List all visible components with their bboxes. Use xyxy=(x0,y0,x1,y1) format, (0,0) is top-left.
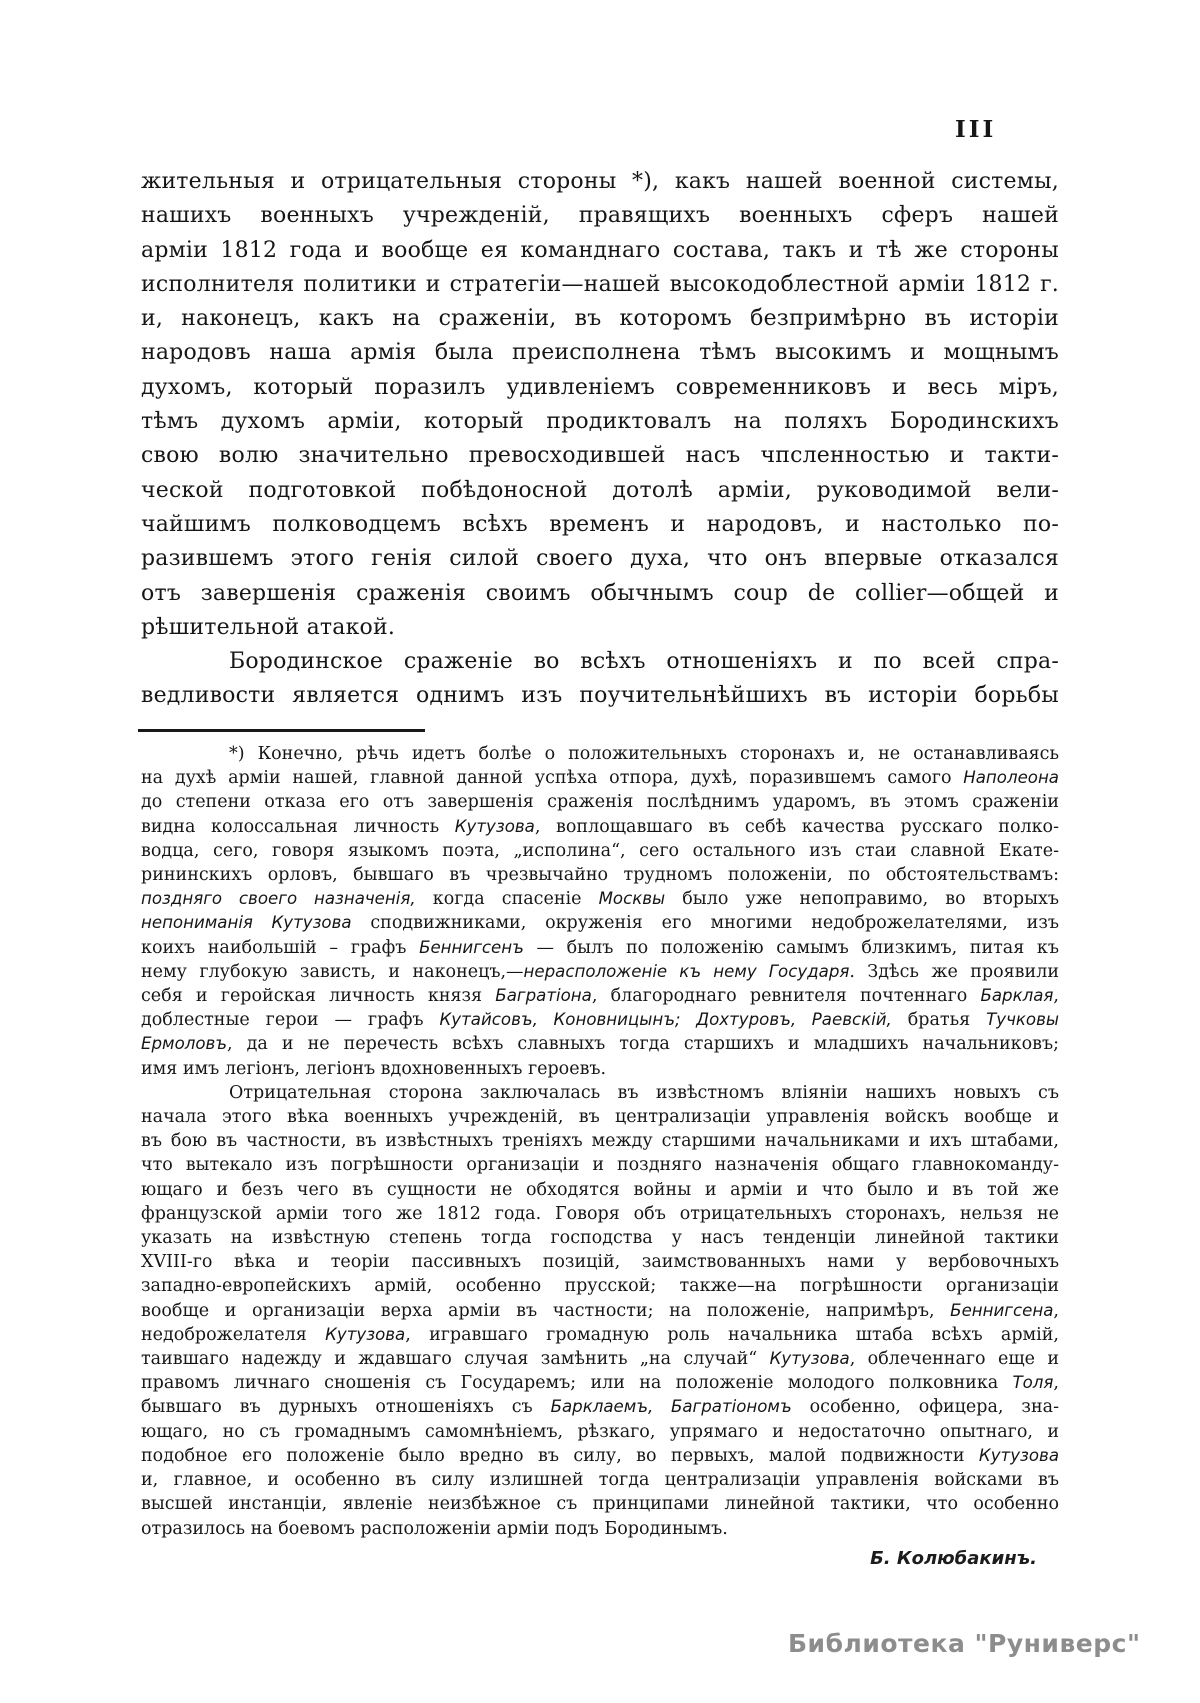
text-line: подобное его положеніе было вредно въ силу, во первыхъ, малой подвижности Кутузова xyxy=(141,1445,1059,1466)
main-paragraph xyxy=(141,165,1059,645)
text-line: правомъ личнаго сношенія съ Государемъ; или на положеніе молодого полковника Толя, xyxy=(141,1373,1059,1394)
footnote-block xyxy=(141,742,1059,1569)
text-line: жительныя и отрицательныя стороны *), какъ нашей военной системы, xyxy=(141,169,1059,194)
text-line: Бородинское сраженіе во всѣхъ отношеніяхъ и по всей спра- xyxy=(229,649,1059,675)
footnote-separator xyxy=(138,729,425,732)
main-text-block xyxy=(141,165,1059,714)
text-line: разившемъ этого генія силой своего духа, что онъ впервые отказался xyxy=(141,546,1059,572)
text-line: имя имъ легіонъ, легіонъ вдохновенныхъ героевъ. xyxy=(141,1058,607,1079)
text-line: свою волю значительно превосходившей насъ чпсленностью и такти- xyxy=(141,443,1059,469)
text-line: водца, сего, говоря языкомъ поэта, „исполина“, сего остального изъ стаи славной Екате- xyxy=(141,840,1059,861)
italic-name: Беннигсенъ xyxy=(419,937,524,957)
text-line: себя и геройская личность князя Багратіона, благороднаго ревнителя почтеннаго Барклая, xyxy=(141,986,1059,1007)
italic-name: Тучковы xyxy=(986,1010,1059,1030)
italic-name: Барклая xyxy=(980,986,1054,1006)
text-line: исполнителя политики и стратегіи—нашей высокодоблестной арміи 1812 г. xyxy=(141,271,1059,297)
footnote-paragraph xyxy=(141,742,1059,1081)
italic-name: поздняго своего назначенія, xyxy=(141,889,416,909)
text-line: что вытекало изъ погрѣшности организаціи и поздняго назначенія общаго главнокоманду- xyxy=(141,1155,1059,1176)
text-line: указать на извѣстную степень тогда господства у насъ тенденціи линейной тактики xyxy=(141,1228,1059,1249)
text-line: западно-европейскихъ армій, особенно прусской; также—на погрѣшности организаціи xyxy=(141,1276,1059,1297)
text-line: тѣмъ духомъ арміи, который продиктовалъ на поляхъ Бородинскихъ xyxy=(141,409,1059,435)
italic-name: Наполеона xyxy=(963,768,1059,788)
text-line: нему глубокую зависть, и наконецъ,—нерасположеніе къ нему Государя. Здѣсь же проявили xyxy=(141,961,1059,982)
text-line: французской арміи того же 1812 года. Говоря объ отрицательныхъ сторонахъ, нельзя не xyxy=(141,1203,1059,1224)
text-line: XVIII-го вѣка и теоріи пассивныхъ позицій, заимствованныхъ нами у вербовочныхъ xyxy=(141,1252,1059,1273)
text-line: коихъ наибольшій – графъ Беннигсенъ — былъ по положенію самымъ близкимъ, питая къ xyxy=(141,937,1059,958)
italic-name: Кутайсовъ, Коновницынъ; Дохтуровъ, Раевскій, xyxy=(439,1010,892,1030)
text-line: видна колоссальная личность Кутузова, воплощавшаго въ себѣ качества русскаго полко- xyxy=(141,816,1059,837)
text-line: высшей инстанціи, явленіе неизбѣжное съ принципами линейной тактики, что особенно xyxy=(141,1494,1059,1515)
text-line: бывшаго въ дурныхъ отношеніяхъ съ Барклаемъ, Багратіономъ особенно, офицера, зна- xyxy=(141,1397,1059,1418)
italic-name: Кутузова xyxy=(769,1349,850,1369)
text-line: поздняго своего назначенія, когда спасеніе Москвы было уже непоправимо, во вторыхъ xyxy=(141,889,1059,910)
text-line: нашихъ военныхъ учрежденій, правящихъ военныхъ сферъ нашей xyxy=(141,203,1059,229)
main-paragraph xyxy=(141,645,1059,714)
italic-name: Барклаемъ, Багратіономъ xyxy=(550,1397,792,1417)
text-line: въ бою въ частности, въ извѣстныхъ треніяхъ между старшими начальниками и ихъ штабами, xyxy=(141,1131,1059,1152)
text-line: Ермоловъ, да и не перечесть всѣхъ славныхъ тогда старшихъ и младшихъ начальниковъ; xyxy=(141,1034,1059,1055)
text-line: отъ завершенія сраженія своимъ обычнымъ coup de collier—общей и xyxy=(141,580,1059,606)
text-line: и, наконецъ, какъ на сраженіи, въ которомъ безпримѣрно въ исторіи xyxy=(141,306,1059,332)
italic-name: Кутузова xyxy=(325,1324,406,1344)
italic-name: Беннигсена xyxy=(950,1300,1054,1320)
italic-name: непониманія Кутузова xyxy=(141,913,352,933)
text-line: ведливости является однимъ изъ поучительнѣйшихъ въ исторіи борьбы xyxy=(141,683,1059,709)
footnote-paragraph xyxy=(141,1081,1059,1541)
text-line: *) Конечно, рѣчь идетъ болѣе о положительныхъ сторонахъ и, не останавливаясь xyxy=(229,744,1059,764)
text-line: до степени отказа его отъ завершенія сраженія послѣднимъ ударомъ, въ этомъ сраженіи xyxy=(141,792,1059,813)
text-line: и, главное, и особенно въ силу излишней тогда централизаціи управленія войсками въ xyxy=(141,1470,1059,1491)
text-line: духомъ, который поразилъ удивленіемъ современниковъ и весь міръ, xyxy=(141,374,1059,400)
text-line: вообще и организаціи верха арміи въ частности; на положеніе, напримѣръ, Беннигсена, xyxy=(141,1300,1059,1321)
italic-name: Багратіона xyxy=(495,986,592,1006)
text-line: народовъ наша армія была преисполнена тѣмъ высокимъ и мощнымъ xyxy=(141,340,1059,366)
italic-name: Москвы xyxy=(598,889,666,909)
text-line: недоброжелателя Кутузова, игравшаго громадную роль начальника штаба всѣхъ армій, xyxy=(141,1324,1059,1345)
italic-name: нерасположеніе къ нему Государя xyxy=(523,961,850,981)
italic-name: Кутузова xyxy=(978,1445,1059,1465)
text-line: доблестные герои — графъ Кутайсовъ, Коновницынъ; Дохтуровъ, Раевскій, братья Тучковы xyxy=(141,1010,1059,1031)
text-line: непониманія Кутузова сподвижниками, окруженія его многими недоброжелателями, изъ xyxy=(141,913,1059,934)
page-number: III xyxy=(955,116,997,143)
text-line: таившаго надежду и ждавшаго случая замѣнить „на случай“ Кутузова, облеченнаго еще и xyxy=(141,1349,1059,1370)
text-line: отразилось на боевомъ расположеніи арміи подъ Бородинымъ. xyxy=(141,1518,728,1539)
italic-name: Толя xyxy=(1012,1373,1054,1393)
italic-name: Ермоловъ xyxy=(141,1034,228,1054)
text-line: на духѣ арміи нашей, главной данной успѣха отпора, духѣ, поразившемъ самого Наполеона xyxy=(141,768,1059,789)
author-signature: Б. Колюбакинъ. xyxy=(870,1547,1037,1569)
text-line: ческой подготовкой побѣдоносной дотолѣ арміи, руководимой вели- xyxy=(141,477,1059,503)
text-line: чайшимъ полководцемъ всѣхъ временъ и народовъ, и настолько по- xyxy=(141,511,1059,537)
text-line: начала этого вѣка военныхъ учрежденій, въ централизаціи управленія войскъ вообще и xyxy=(141,1107,1059,1128)
text-line: ющаго, но съ громаднымъ самомнѣніемъ, рѣзкаго, упрямаго и недостаточно опытнаго, и xyxy=(141,1421,1059,1442)
library-watermark: Библиотека "Руниверс" xyxy=(788,1629,1141,1658)
text-line: Отрицательная сторона заключалась въ извѣстномъ вліяніи нашихъ новыхъ съ xyxy=(229,1082,1059,1103)
italic-name: Кутузова xyxy=(454,816,535,836)
text-line: рининскихъ орловъ, бывшаго въ чрезвычайно трудномъ положеніи, по обстоятельствамъ: xyxy=(141,865,1059,886)
text-line: ющаго и безъ чего въ сущности не обходятся войны и арміи и что было и въ той же xyxy=(141,1179,1059,1200)
text-line: рѣшительной атакой. xyxy=(141,614,396,640)
text-line: арміи 1812 года и вообще ея команднаго состава, такъ и тѣ же стороны xyxy=(141,237,1059,263)
